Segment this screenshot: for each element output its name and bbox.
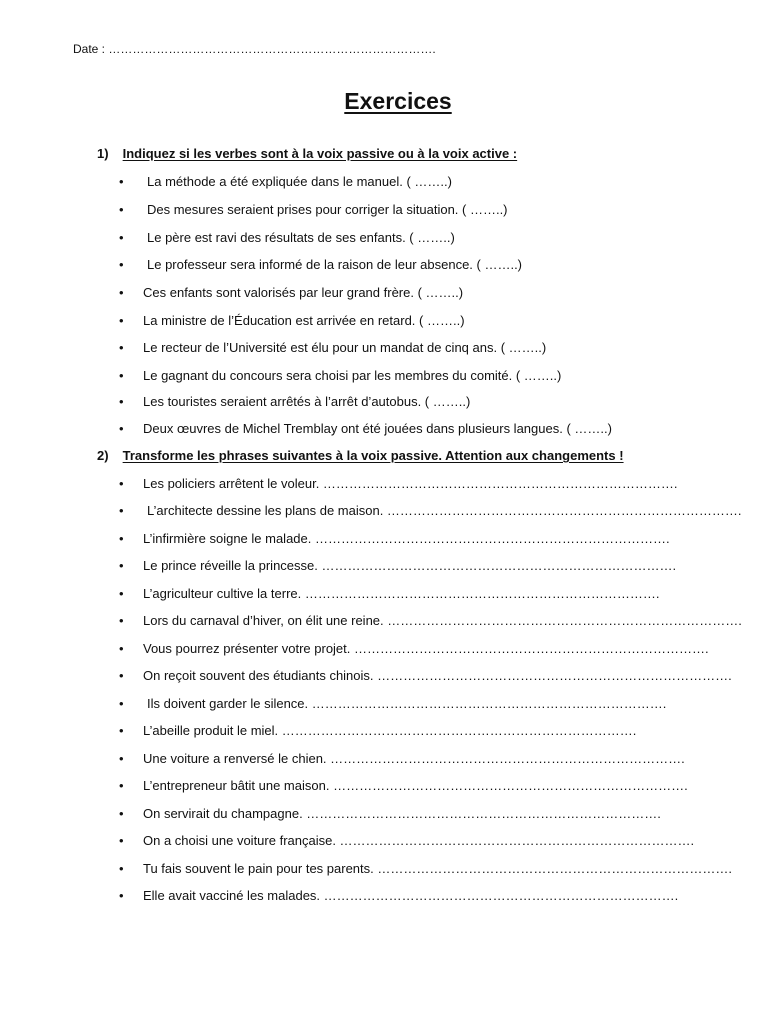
bullet-icon: •: [119, 586, 124, 601]
bullet-icon: •: [119, 531, 124, 546]
section-1-heading: [97, 146, 517, 161]
list-item: • Le gagnant du concours sera choisi par les membres du comité. ( ……..): [119, 368, 562, 383]
page-title: Exercices: [344, 88, 452, 114]
section-2-number: 2): [97, 448, 109, 463]
list-item: • L’abeille produit le miel. ……………………………………………………………………….: [119, 723, 637, 738]
list-item: • L’architecte dessine les plans de maison. ……………………………………………………………………….: [119, 503, 742, 518]
section-1-number: 1): [97, 146, 109, 161]
section-1-title: Indiquez si les verbes sont à la voix passive ou à la voix active :: [122, 146, 518, 161]
list-item: • On a choisi une voiture française. ……………………………………………………………………….: [119, 833, 695, 848]
list-item: • La ministre de l’Éducation est arrivée en retard. ( ……..): [119, 313, 465, 328]
list-item: • Les touristes seraient arrêtés à l’arrêt d’autobus. ( ……..): [119, 394, 471, 409]
bullet-icon: •: [119, 696, 124, 711]
list-item: • Elle avait vacciné les malades. ……………………………………………………………………….: [119, 888, 679, 903]
bullet-icon: •: [119, 778, 124, 793]
bullet-icon: •: [119, 833, 124, 848]
list-item: • Le recteur de l’Université est élu pour un mandat de cinq ans. ( ……..): [119, 340, 547, 355]
date-line: Date : ……………………………………………………………………….: [73, 42, 436, 56]
bullet-icon: •: [119, 613, 124, 628]
list-item: • Tu fais souvent le pain pour tes parents. ……………………………………………………………………….: [119, 861, 732, 876]
list-item: • Le prince réveille la princesse. ……………………………………………………………………….: [119, 558, 677, 573]
bullet-icon: •: [119, 257, 124, 272]
bullet-icon: •: [119, 668, 124, 683]
bullet-icon: •: [119, 340, 124, 355]
bullet-icon: •: [119, 230, 124, 245]
list-item: • Le professeur sera informé de la raison de leur absence. ( ……..): [119, 257, 523, 272]
list-item: • Les policiers arrêtent le voleur. ……………………………………………………………………….: [119, 476, 678, 491]
bullet-icon: •: [119, 806, 124, 821]
bullet-icon: •: [119, 476, 124, 491]
bullet-icon: •: [119, 723, 124, 738]
bullet-icon: •: [119, 368, 124, 383]
section-2-title: Transforme les phrases suivantes à la voix passive. Attention aux changements !: [122, 448, 624, 463]
bullet-icon: •: [119, 174, 124, 189]
list-item: • La méthode a été expliquée dans le manuel. ( ……..): [119, 174, 452, 189]
list-item: • Vous pourrez présenter votre projet. ……………………………………………………………………….: [119, 641, 709, 656]
bullet-icon: •: [119, 421, 124, 436]
bullet-icon: •: [119, 641, 124, 656]
bullet-icon: •: [119, 285, 124, 300]
bullet-icon: •: [119, 394, 124, 409]
bullet-icon: •: [119, 202, 124, 217]
list-item: • Deux œuvres de Michel Tremblay ont été jouées dans plusieurs langues. ( ……..): [119, 421, 612, 436]
list-item: • L’infirmière soigne le malade. ……………………………………………………………………….: [119, 531, 670, 546]
list-item: • L’entrepreneur bâtit une maison. ……………………………………………………………………….: [119, 778, 688, 793]
bullet-icon: •: [119, 888, 124, 903]
bullet-icon: •: [119, 751, 124, 766]
list-item: • On servirait du champagne. ……………………………………………………………………….: [119, 806, 661, 821]
bullet-icon: •: [119, 861, 124, 876]
list-item: • On reçoit souvent des étudiants chinois. ……………………………………………………………………….: [119, 668, 732, 683]
list-item: • Ces enfants sont valorisés par leur grand frère. ( ……..): [119, 285, 464, 300]
list-item: • L’agriculteur cultive la terre. ……………………………………………………………………….: [119, 586, 660, 601]
list-item: • Une voiture a renversé le chien. ……………………………………………………………………….: [119, 751, 685, 766]
bullet-icon: •: [119, 503, 124, 518]
list-item: • Lors du carnaval d’hiver, on élit une reine. ……………………………………………………………………….: [119, 613, 742, 628]
list-item: • Des mesures seraient prises pour corriger la situation. ( ……..): [119, 202, 508, 217]
list-item: • Ils doivent garder le silence. ……………………………………………………………………….: [119, 696, 667, 711]
bullet-icon: •: [119, 313, 124, 328]
section-2-heading: [97, 448, 624, 463]
bullet-icon: •: [119, 558, 124, 573]
list-item: • Le père est ravi des résultats de ses enfants. ( ……..): [119, 230, 455, 245]
